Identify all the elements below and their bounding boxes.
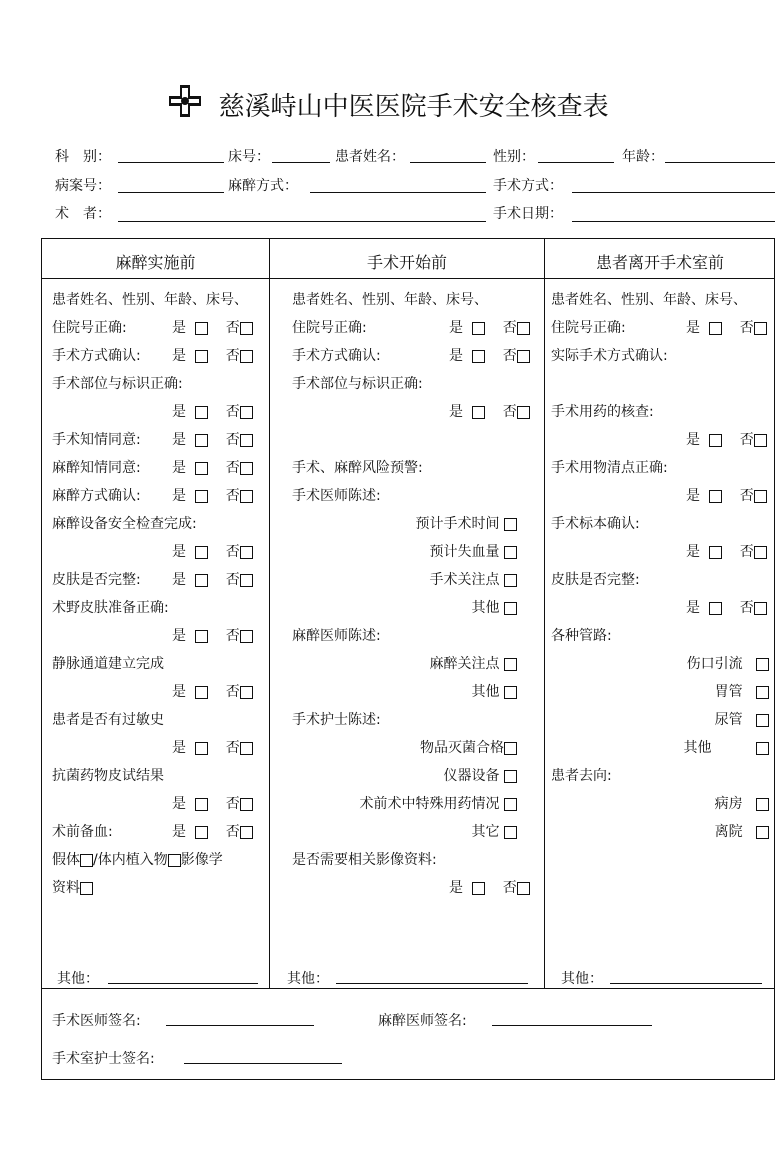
col2-opt-surgery-focus: 手术关注点 [430, 569, 517, 589]
bed-label: 床号： [228, 149, 270, 165]
col2-opt-anesth-focus: 麻醉关注点 [430, 653, 517, 673]
no-checkbox[interactable] [754, 490, 767, 503]
no-checkbox[interactable] [754, 434, 767, 447]
yes-label: 是 [686, 600, 700, 616]
yes-checkbox[interactable] [195, 406, 208, 419]
no-checkbox[interactable] [240, 798, 253, 811]
nurse-sign-field[interactable] [184, 1063, 342, 1064]
yes-no-group [172, 345, 253, 365]
yes-label: 是 [449, 880, 463, 896]
surgery-method-field[interactable] [572, 192, 775, 193]
col3-other-field[interactable] [610, 983, 762, 984]
yes-checkbox[interactable] [472, 882, 485, 895]
anesth-focus-checkbox[interactable] [504, 658, 517, 671]
other1-checkbox[interactable] [504, 602, 517, 615]
yes-label: 是 [172, 740, 186, 756]
yes-no-group [686, 317, 767, 337]
yes-label: 是 [172, 824, 186, 840]
other3-checkbox[interactable] [504, 826, 517, 839]
yes-no-group [172, 681, 253, 701]
no-checkbox[interactable] [754, 322, 767, 335]
yes-no-group [449, 401, 530, 421]
col2-opt-special-drugs: 术前术中特殊用药情况 [360, 793, 517, 813]
yes-no-group [172, 485, 253, 505]
yes-no-group [172, 737, 253, 757]
col2-opt-duration: 预计手术时间 [416, 513, 517, 533]
no-checkbox[interactable] [240, 630, 253, 643]
yes-no-group [172, 625, 253, 645]
yes-label: 是 [449, 404, 463, 420]
col2-row-anesth-statement: 麻醉医师陈述: [292, 628, 381, 644]
col2-row-imaging-needed: 是否需要相关影像资料: [292, 852, 437, 868]
yes-no-group [172, 541, 253, 561]
col2-opt-other2: 其他 [472, 681, 517, 701]
col3-opt-gastric: 胃管 [715, 681, 769, 701]
yes-checkbox[interactable] [709, 546, 722, 559]
col3-opt-discharge: 离院 [715, 821, 769, 841]
record-no-label: 病案号： [55, 178, 111, 194]
yes-checkbox[interactable] [195, 742, 208, 755]
surgeon-sign-label: 手术医师签名: [52, 1013, 141, 1029]
implant-body-label: /体内植入物 [93, 852, 168, 868]
anesth-sign-field[interactable] [492, 1025, 652, 1026]
yes-checkbox[interactable] [472, 350, 485, 363]
hospital-cross-logo-icon [168, 84, 202, 125]
col1-row-surgery-method: 手术方式确认: [52, 348, 141, 364]
col2-opt-blood-loss: 预计失血量 [430, 541, 517, 561]
no-checkbox[interactable] [240, 826, 253, 839]
col3-opt-urinary: 尿管 [715, 709, 769, 729]
patient-name-label: 患者姓名： [335, 149, 405, 165]
yes-label: 是 [172, 320, 186, 336]
dept-field[interactable] [118, 162, 224, 163]
no-label: 否 [225, 684, 240, 700]
col1-row-anesthesia-method: 麻醉方式确认: [52, 488, 141, 504]
no-label: 否 [225, 824, 240, 840]
yes-no-group [172, 821, 253, 841]
yes-label: 是 [172, 684, 186, 700]
yes-checkbox[interactable] [195, 462, 208, 475]
col3-row-tubes: 各种管路: [551, 628, 612, 644]
yes-no-group [686, 541, 767, 561]
col1-row-iv-access: 静脉通道建立完成 [52, 656, 164, 672]
col2-row-patient-info: 患者姓名、性别、年龄、床号、 [292, 292, 488, 308]
yes-label: 是 [172, 572, 186, 588]
yes-label: 是 [686, 488, 700, 504]
col3-opt-drainage: 伤口引流 [687, 653, 769, 673]
gastric-checkbox[interactable] [756, 686, 769, 699]
no-checkbox[interactable] [240, 462, 253, 475]
no-checkbox[interactable] [240, 574, 253, 587]
col1-row-anesthesia-consent: 麻醉知情同意: [52, 460, 141, 476]
yes-label: 是 [172, 796, 186, 812]
col2-row-surgery-method: 手术方式确认: [292, 348, 381, 364]
materials-label: 资料 [52, 880, 80, 896]
no-label: 否 [225, 432, 240, 448]
no-label: 否 [225, 572, 240, 588]
no-checkbox[interactable] [517, 322, 530, 335]
patient-name-field[interactable] [410, 162, 486, 163]
yes-no-group [686, 597, 767, 617]
no-label: 否 [225, 488, 240, 504]
no-label: 否 [739, 600, 754, 616]
col3-row-destination: 患者去向: [551, 768, 612, 784]
gender-field[interactable] [538, 162, 614, 163]
yes-checkbox[interactable] [195, 322, 208, 335]
yes-no-group [172, 569, 253, 589]
yes-checkbox[interactable] [195, 434, 208, 447]
col1-header: 麻醉实施前 [115, 253, 196, 272]
col1-row-materials [52, 877, 93, 897]
urinary-checkbox[interactable] [756, 714, 769, 727]
record-no-field[interactable] [118, 192, 224, 193]
col1-other-field[interactable] [108, 983, 258, 984]
col3-row-specimen: 手术标本确认: [551, 516, 640, 532]
col3-row-admission-no: 住院号正确: [551, 320, 626, 336]
no-label: 否 [225, 740, 240, 756]
col1-row-equipment-check: 麻醉设备安全检查完成: [52, 516, 197, 532]
col2-header: 手术开始前 [366, 253, 447, 272]
yes-label: 是 [686, 432, 700, 448]
sterile-checkbox[interactable] [504, 742, 517, 755]
col3-opt-ward: 病房 [715, 793, 769, 813]
col2-other-field[interactable] [336, 983, 528, 984]
yes-checkbox[interactable] [195, 798, 208, 811]
no-checkbox[interactable] [240, 742, 253, 755]
col1-row-implant [52, 849, 223, 869]
blood-loss-checkbox[interactable] [504, 546, 517, 559]
no-label: 否 [502, 320, 517, 336]
col3-row-patient-info: 患者姓名、性别、年龄、床号、 [551, 292, 747, 308]
column-divider-1 [269, 238, 270, 988]
yes-label: 是 [449, 320, 463, 336]
col3-other-checkbox[interactable] [756, 742, 769, 755]
yes-no-group [172, 793, 253, 813]
col3-header: 患者离开手术室前 [595, 253, 724, 272]
col1-row-skin-intact: 皮肤是否完整: [52, 572, 141, 588]
surgeon-label: 术 者： [55, 206, 111, 222]
gender-label: 性别： [493, 149, 535, 165]
other2-checkbox[interactable] [504, 686, 517, 699]
no-label: 否 [739, 320, 754, 336]
anesth-sign-label: 麻醉医师签名: [378, 1013, 467, 1029]
col1-row-allergy: 患者是否有过敏史 [52, 712, 164, 728]
no-checkbox[interactable] [240, 322, 253, 335]
bed-field[interactable] [272, 162, 330, 163]
yes-no-group [172, 457, 253, 477]
table-header-divider [41, 278, 775, 279]
no-label: 否 [739, 544, 754, 560]
yes-checkbox[interactable] [195, 630, 208, 643]
no-checkbox[interactable] [517, 882, 530, 895]
surgery-date-label: 手术日期： [493, 206, 563, 222]
yes-no-group [686, 429, 767, 449]
col2-row-admission-no: 住院号正确: [292, 320, 367, 336]
no-label: 否 [225, 460, 240, 476]
col1-row-antibiotic-test: 抗菌药物皮试结果 [52, 768, 164, 784]
yes-checkbox[interactable] [472, 322, 485, 335]
no-label: 否 [225, 796, 240, 812]
materials-checkbox[interactable] [80, 882, 93, 895]
yes-checkbox[interactable] [472, 406, 485, 419]
implant-label: 假体 [52, 852, 80, 868]
col2-row-site-marking: 手术部位与标识正确: [292, 376, 423, 392]
yes-checkbox[interactable] [195, 574, 208, 587]
col3-other-label: 其他： [561, 971, 603, 987]
no-label: 否 [225, 628, 240, 644]
no-label: 否 [502, 880, 517, 896]
col1-row-blood-prep: 术前备血: [52, 824, 113, 840]
col1-row-skin-prep: 术野皮肤准备正确: [52, 600, 169, 616]
form-title-row [0, 84, 777, 125]
age-label: 年龄： [622, 149, 664, 165]
col2-row-surgeon-statement: 手术医师陈述: [292, 488, 381, 504]
special-drugs-checkbox[interactable] [504, 798, 517, 811]
yes-no-group [449, 877, 530, 897]
no-checkbox[interactable] [240, 350, 253, 363]
yes-checkbox[interactable] [709, 434, 722, 447]
no-label: 否 [739, 488, 754, 504]
col2-row-risk-warning: 手术、麻醉风险预警: [292, 460, 423, 476]
yes-label: 是 [172, 432, 186, 448]
anesthesia-method-field[interactable] [310, 192, 486, 193]
col1-row-surgery-consent: 手术知情同意: [52, 432, 141, 448]
no-checkbox[interactable] [240, 686, 253, 699]
equipment-checkbox[interactable] [504, 770, 517, 783]
age-field[interactable] [665, 162, 775, 163]
duration-checkbox[interactable] [504, 518, 517, 531]
yes-no-group [172, 317, 253, 337]
col3-row-count-check: 手术用物清点正确: [551, 460, 668, 476]
surgery-method-label: 手术方式： [493, 178, 563, 194]
col2-opt-other1: 其他 [472, 597, 517, 617]
col2-opt-equipment: 仪器设备 [444, 765, 517, 785]
table-footer-divider [41, 988, 775, 989]
anesthesia-method-label: 麻醉方式： [228, 178, 298, 194]
yes-checkbox[interactable] [709, 602, 722, 615]
no-checkbox[interactable] [240, 490, 253, 503]
yes-label: 是 [172, 544, 186, 560]
yes-checkbox[interactable] [195, 546, 208, 559]
yes-no-group [172, 401, 253, 421]
no-label: 否 [502, 404, 517, 420]
yes-checkbox[interactable] [195, 350, 208, 363]
implant-checkbox[interactable] [80, 854, 93, 867]
ward-checkbox[interactable] [756, 798, 769, 811]
no-checkbox[interactable] [754, 546, 767, 559]
no-label: 否 [225, 348, 240, 364]
yes-label: 是 [172, 460, 186, 476]
yes-no-group [172, 429, 253, 449]
yes-label: 是 [172, 628, 186, 644]
yes-no-group [686, 485, 767, 505]
no-label: 否 [225, 320, 240, 336]
column-divider-2 [544, 238, 545, 988]
imaging-checkbox[interactable] [168, 854, 181, 867]
yes-checkbox[interactable] [709, 322, 722, 335]
col1-other-label: 其他： [57, 971, 99, 987]
col2-opt-sterile: 物品灭菌合格 [420, 737, 517, 757]
col1-row-site-marking: 手术部位与标识正确: [52, 376, 183, 392]
surgery-date-field[interactable] [572, 221, 775, 222]
col3-opt-other: 其他 [683, 737, 769, 757]
no-checkbox[interactable] [517, 350, 530, 363]
no-label: 否 [739, 432, 754, 448]
drainage-checkbox[interactable] [756, 658, 769, 671]
no-label: 否 [225, 544, 240, 560]
col2-row-nurse-statement: 手术护士陈述: [292, 712, 381, 728]
dept-label: 科 别： [55, 149, 111, 165]
no-label: 否 [502, 348, 517, 364]
col1-row-admission-no: 住院号正确: [52, 320, 127, 336]
no-label: 否 [225, 404, 240, 420]
discharge-checkbox[interactable] [756, 826, 769, 839]
no-checkbox[interactable] [754, 602, 767, 615]
yes-checkbox[interactable] [709, 490, 722, 503]
no-checkbox[interactable] [240, 406, 253, 419]
col2-other-label: 其他： [287, 971, 329, 987]
no-checkbox[interactable] [240, 546, 253, 559]
yes-label: 是 [449, 348, 463, 364]
col3-row-actual-method: 实际手术方式确认: [551, 348, 668, 364]
yes-label: 是 [686, 320, 700, 336]
yes-checkbox[interactable] [195, 490, 208, 503]
yes-label: 是 [172, 404, 186, 420]
col2-opt-other3: 其它 [472, 821, 517, 841]
yes-label: 是 [686, 544, 700, 560]
surgery-focus-checkbox[interactable] [504, 574, 517, 587]
yes-checkbox[interactable] [195, 686, 208, 699]
col1-row-patient-info: 患者姓名、性别、年龄、床号、 [52, 292, 248, 308]
no-checkbox[interactable] [517, 406, 530, 419]
nurse-sign-label: 手术室护士签名: [52, 1051, 155, 1067]
col3-row-drug-check: 手术用药的核查: [551, 404, 654, 420]
no-checkbox[interactable] [240, 434, 253, 447]
yes-label: 是 [172, 348, 186, 364]
page-title: 慈溪峙山中医医院手术安全核查表 [218, 92, 609, 122]
yes-no-group [449, 317, 530, 337]
yes-label: 是 [172, 488, 186, 504]
col3-row-skin-intact: 皮肤是否完整: [551, 572, 640, 588]
surgeon-sign-field[interactable] [166, 1025, 314, 1026]
surgeon-field[interactable] [118, 221, 486, 222]
yes-checkbox[interactable] [195, 826, 208, 839]
yes-no-group [449, 345, 530, 365]
imaging-label: 影像学 [180, 852, 223, 868]
